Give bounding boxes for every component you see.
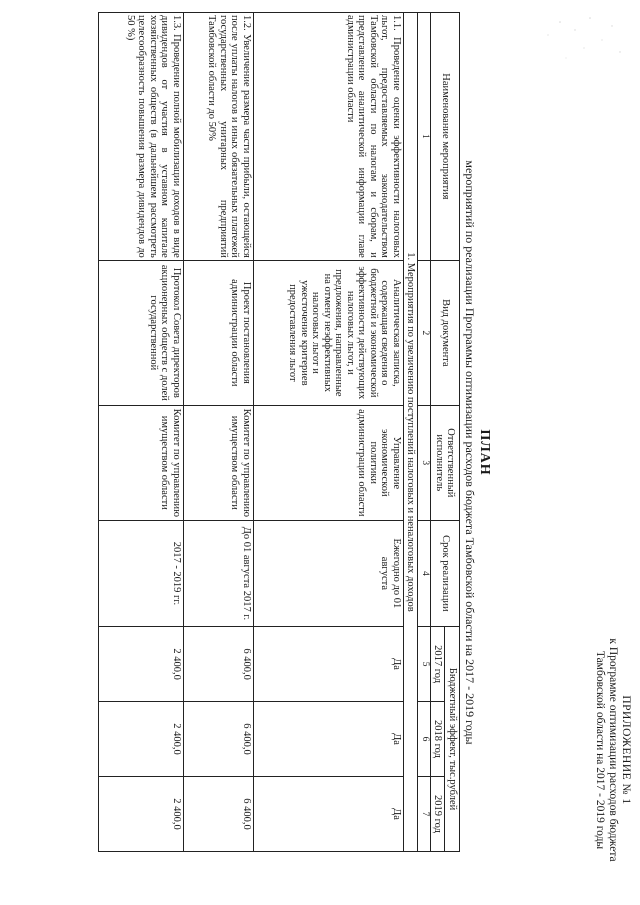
table-row xyxy=(99,13,184,852)
appendix-line-3: Тамбовской области на 2017 - 2019 годы xyxy=(594,650,606,850)
cell-2017: Да xyxy=(254,627,404,702)
cell-responsible: Комитет по управлению имуществом области xyxy=(99,405,184,520)
plan-subtitle: мероприятий по реализации Программы оптимизации расходов бюджета Тамбовской области на 2017 - 2019 годы xyxy=(463,160,477,745)
cell-doc: Аналитическая записка, содержащая сведения о бюджетной и экономической эффективности действующих налоговых льгот, и предложения, направленные на отмену неэффективных налоговых льгот и ужесточение критериев предоставления льгот xyxy=(254,260,404,405)
cell-doc: Проект постановления администрации области xyxy=(184,260,254,405)
column-number: 6 xyxy=(418,702,431,777)
cell-name: 1.3. Проведение полной мобилизации доходов в виде дивидендов от участия в уставном капитале хозяйственных обществ (в дальнейшем рассмотреть целесообразность повышения размера дивидендов до 50 %) xyxy=(99,13,184,261)
header-2018: 2018 год xyxy=(431,702,446,777)
section-title: 1. Мероприятия по увеличению поступлений налоговых и неналоговых доходов xyxy=(404,13,419,852)
column-number: 2 xyxy=(418,260,431,405)
cell-2019: Да xyxy=(254,776,404,851)
column-number: 5 xyxy=(418,627,431,702)
cell-2017: 2 400,0 xyxy=(99,627,184,702)
appendix-line-2: к Программе оптимизации расходов бюджета xyxy=(607,638,619,862)
header-term: Срок реализации xyxy=(431,520,460,626)
cell-2019: 2 400,0 xyxy=(99,776,184,851)
cell-term: 2017 - 2019 гг. xyxy=(99,520,184,626)
cell-2017: 6 400,0 xyxy=(184,627,254,702)
cell-responsible: Комитет по управлению имуществом области xyxy=(184,405,254,520)
cell-2018: 2 400,0 xyxy=(99,702,184,777)
header-name: Наименование мероприятия xyxy=(431,13,460,261)
plan-title: ПЛАН xyxy=(477,429,492,476)
column-number: 7 xyxy=(418,776,431,851)
cell-name: 1.1. Проведение оценки эффективности налоговых льгот, предоставляемых законодательством Тамбовской области по налогам и сборам, и представление аналитической информации главе администрации области xyxy=(254,13,404,261)
cell-2018: Да xyxy=(254,702,404,777)
cell-name: 1.2. Увеличение размера части прибыли, остающейся после уплаты налогов и иных обязательных платежей государственных унитарных предприятий Тамбовской области до 50% xyxy=(184,13,254,261)
plan-table xyxy=(98,12,460,852)
header-responsible: Ответственный исполнитель xyxy=(431,405,460,520)
column-number: 1 xyxy=(418,13,431,261)
header-doc: Вид документа xyxy=(431,260,460,405)
table-row xyxy=(254,13,404,852)
cell-term: До 01 августа 2017 г. xyxy=(184,520,254,626)
appendix-header xyxy=(593,600,632,900)
column-numbers-row xyxy=(418,13,431,852)
section-row xyxy=(404,13,419,852)
cell-term: Ежегодно до 01 августа xyxy=(254,520,404,626)
table-row xyxy=(184,13,254,852)
header-2017: 2017 год xyxy=(431,627,446,702)
cell-2018: 6 400,0 xyxy=(184,702,254,777)
cell-2019: 6 400,0 xyxy=(184,776,254,851)
appendix-number: ПРИЛОЖЕНИЕ № 1 xyxy=(620,695,632,805)
column-number: 3 xyxy=(418,405,431,520)
cell-doc: Протокол Совета директоров акционерных обществ с долей государственной xyxy=(99,260,184,405)
cell-responsible: Управление экономической политики администрации области xyxy=(254,405,404,520)
header-effect: Бюджетный эффект, тыс.рублей xyxy=(445,627,460,852)
column-number: 4 xyxy=(418,520,431,626)
header-2019: 2019 год xyxy=(431,776,446,851)
